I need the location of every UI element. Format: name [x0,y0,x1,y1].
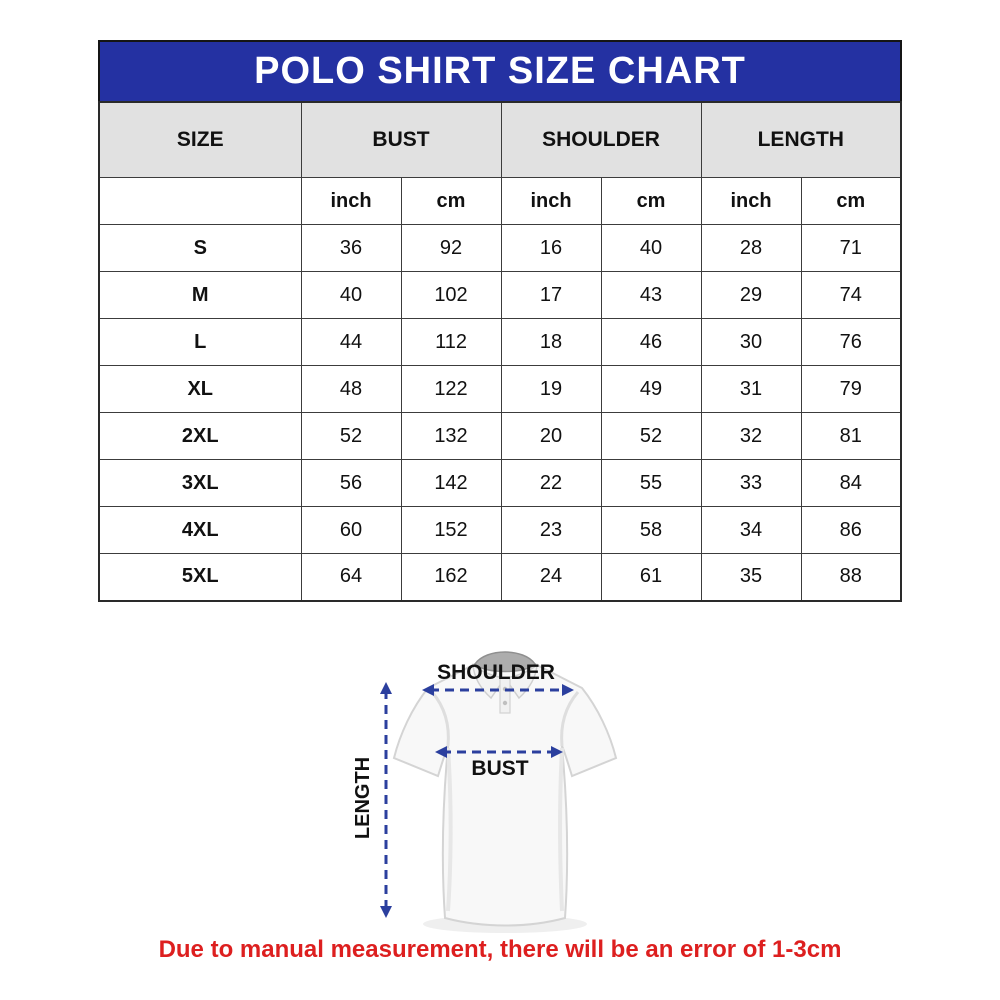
shirt-fold-right [560,748,562,911]
measurement-diagram [348,636,672,942]
value-cell: 52 [601,413,701,460]
value-cell: 86 [801,507,901,554]
value-cell: 34 [701,507,801,554]
length-arrowhead-bottom [380,906,392,918]
value-cell: 55 [601,460,701,507]
size-label: 4XL [99,507,301,554]
value-cell: 36 [301,225,401,272]
value-cell: 24 [501,554,601,601]
value-cell: 162 [401,554,501,601]
value-cell: 48 [301,366,401,413]
table-unit-row [99,178,901,225]
unit-cell: inch [301,178,401,225]
value-cell: 16 [501,225,601,272]
value-cell: 19 [501,366,601,413]
value-cell: 74 [801,272,901,319]
polo-shirt-illustration [348,636,672,942]
col-header-length: LENGTH [701,102,901,178]
table-row [99,554,901,601]
unit-cell: cm [401,178,501,225]
value-cell: 23 [501,507,601,554]
size-label: XL [99,366,301,413]
col-header-shoulder: SHOULDER [501,102,701,178]
value-cell: 29 [701,272,801,319]
unit-cell-empty [99,178,301,225]
value-cell: 64 [301,554,401,601]
value-cell: 35 [701,554,801,601]
table-row [99,507,901,554]
table-row [99,366,901,413]
value-cell: 102 [401,272,501,319]
value-cell: 40 [601,225,701,272]
size-label: 5XL [99,554,301,601]
value-cell: 112 [401,319,501,366]
chart-title-bar [98,40,902,103]
value-cell: 79 [801,366,901,413]
size-label: S [99,225,301,272]
value-cell: 152 [401,507,501,554]
table-row [99,272,901,319]
value-cell: 122 [401,366,501,413]
table-header-row [99,102,901,178]
value-cell: 61 [601,554,701,601]
value-cell: 33 [701,460,801,507]
value-cell: 76 [801,319,901,366]
value-cell: 46 [601,319,701,366]
chart-title: POLO SHIRT SIZE CHART [254,50,746,92]
value-cell: 56 [301,460,401,507]
unit-cell: inch [701,178,801,225]
size-table [98,101,902,602]
table-row [99,319,901,366]
length-label: LENGTH [352,756,374,840]
value-cell: 58 [601,507,701,554]
value-cell: 52 [301,413,401,460]
unit-cell: inch [501,178,601,225]
value-cell: 30 [701,319,801,366]
value-cell: 88 [801,554,901,601]
value-cell: 84 [801,460,901,507]
value-cell: 40 [301,272,401,319]
table-row [99,460,901,507]
bust-label: BUST [471,757,529,780]
size-chart [98,40,902,602]
size-label: L [99,319,301,366]
table-row [99,225,901,272]
value-cell: 18 [501,319,601,366]
value-cell: 22 [501,460,601,507]
value-cell: 17 [501,272,601,319]
size-label: 3XL [99,460,301,507]
unit-cell: cm [601,178,701,225]
value-cell: 92 [401,225,501,272]
unit-cell: cm [801,178,901,225]
value-cell: 44 [301,319,401,366]
measurement-note: Due to manual measurement, there will be an error of 1-3cm [158,936,842,963]
shirt-button [503,701,507,705]
shoulder-label: SHOULDER [437,661,555,684]
value-cell: 71 [801,225,901,272]
value-cell: 32 [701,413,801,460]
size-label: M [99,272,301,319]
size-label: 2XL [99,413,301,460]
value-cell: 43 [601,272,701,319]
value-cell: 31 [701,366,801,413]
value-cell: 20 [501,413,601,460]
col-header-size: SIZE [99,102,301,178]
value-cell: 132 [401,413,501,460]
col-header-bust: BUST [301,102,501,178]
table-row [99,413,901,460]
value-cell: 60 [301,507,401,554]
value-cell: 81 [801,413,901,460]
value-cell: 49 [601,366,701,413]
value-cell: 28 [701,225,801,272]
value-cell: 142 [401,460,501,507]
length-arrowhead-top [380,682,392,694]
